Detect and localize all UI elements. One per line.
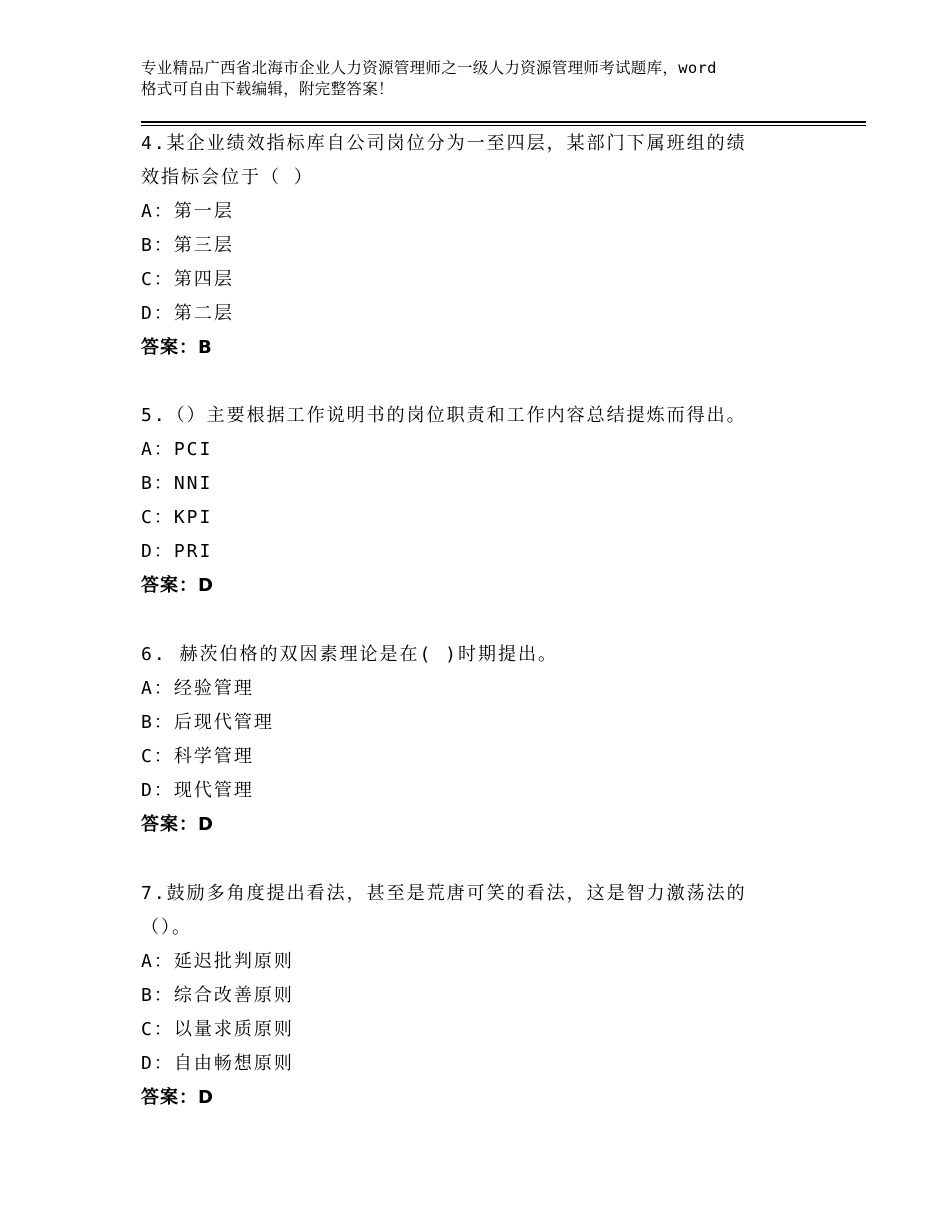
question-5 [141, 399, 841, 603]
option-d: D：自由畅想原则 [141, 1053, 294, 1074]
header-title-line-2: 格式可自由下载编辑，附完整答案！ [141, 80, 394, 98]
question-4 [141, 127, 841, 365]
option-b: B：第三层 [141, 235, 234, 256]
question-stem-line: （）。 [141, 917, 192, 938]
answer-label: 答案：B [141, 337, 213, 358]
header-title-line-1: 专业精品广西省北海市企业人力资源管理师之一级人力资源管理师考试题库，word [141, 59, 717, 77]
option-b: B：后现代管理 [141, 712, 274, 733]
option-a: A：延迟批判原则 [141, 951, 294, 972]
question-stem-line: 5.（）主要根据工作说明书的岗位职责和工作内容总结提炼而得出。 [141, 405, 747, 426]
option-b: B：综合改善原则 [141, 985, 294, 1006]
answer-label: 答案：D [141, 1087, 214, 1108]
answer-label: 答案：D [141, 575, 214, 596]
option-c: C：KPI [141, 507, 213, 528]
question-7 [141, 877, 841, 1115]
header-divider-thin [141, 125, 866, 126]
option-d: D：现代管理 [141, 780, 254, 801]
option-d: D：第二层 [141, 303, 234, 324]
option-c: C：以量求质原则 [141, 1019, 294, 1040]
question-stem-line: 效指标会位于（ ） [141, 167, 314, 188]
option-d: D：PRI [141, 541, 213, 562]
option-b: B：NNI [141, 473, 213, 494]
question-stem-line: 6. 赫茨伯格的双因素理论是在( )时期提出。 [141, 644, 559, 665]
document-header [141, 58, 841, 100]
question-stem-line: 7.鼓励多角度提出看法，甚至是荒唐可笑的看法，这是智力激荡法的 [141, 883, 747, 904]
question-stem-line: 4.某企业绩效指标库自公司岗位分为一至四层，某部门下属班组的绩 [141, 133, 747, 154]
option-c: C：科学管理 [141, 746, 254, 767]
option-a: A：第一层 [141, 201, 234, 222]
question-6 [141, 638, 841, 842]
header-divider-thick [141, 121, 866, 123]
option-a: A：经验管理 [141, 678, 254, 699]
option-a: A：PCI [141, 439, 213, 460]
option-c: C：第四层 [141, 269, 234, 290]
answer-label: 答案：D [141, 814, 214, 835]
